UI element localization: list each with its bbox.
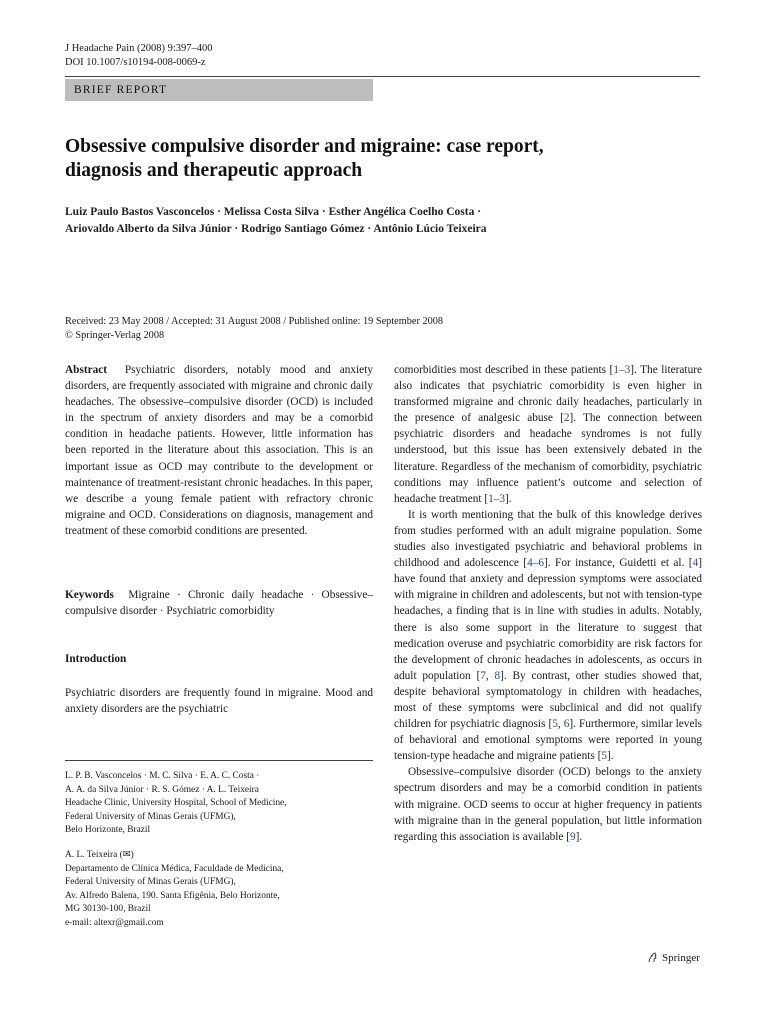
affiliation-line: Av. Alfredo Balena, 190. Santa Efigênia, Belo Horizonte, (65, 890, 280, 901)
article-type-label: BRIEF REPORT (74, 84, 168, 96)
body-paragraph (394, 362, 702, 507)
affiliation-line: Federal University of Minas Gerais (UFMG), (65, 811, 236, 822)
keywords (65, 587, 373, 619)
title-line: Obsessive compulsive disorder and migraine: case report, (65, 136, 544, 157)
text-run: ]. For instance, Guidetti et al. [ (544, 557, 693, 570)
text-run: ]. Furthermore, similar levels of behavioral and emotional symptoms were reported in young tension-type headache and migraine patients [ (394, 718, 703, 763)
affiliation-line: Headache Clinic, University Hospital, School of Medicine, (65, 798, 287, 809)
journal-line: J Headache Pain (2008) 9:397–400 (65, 43, 213, 54)
body-paragraph (394, 764, 702, 844)
text-run: ]. By contrast, other studies showed that, despite behavioral symptomatology in children with headaches, most of these symptoms were subclinical and did not qualify children for psychiatric diagnosis [ (394, 669, 702, 731)
citation-link[interactable]: 9 (570, 830, 576, 843)
article-title (65, 135, 665, 183)
citation-link[interactable]: 6 (563, 718, 570, 731)
text-run: ]. The connection between psychiatric disorders and headache syndromes is not fully understood, but this issue has been extensively debated in the literature. Regardless of the mechanism of comorbidity, psychiatric conditions may influence patient’s outcome and selection of headache treatment [ (394, 412, 703, 505)
correspondence-block (65, 849, 373, 931)
affiliation-line: L. P. B. Vasconcelos · M. C. Silva · E. A. C. Costa · (65, 771, 260, 781)
citation-link[interactable]: 5 (552, 718, 558, 731)
keywords-label: Keywords (65, 589, 114, 601)
text-run: Obsessive–compulsive disorder (OCD) belongs to the anxiety spectrum disorders and may be a comorbid condition in patients with migraine. OCD seems to occur at higher frequency in patients with migraine than in the general population, but little information regarding this association is available [ (394, 766, 702, 843)
text-run: comorbidities most described in these patients [ (394, 364, 614, 376)
citation-link[interactable]: 1–3 (488, 492, 506, 505)
email-line[interactable]: e-mail: altexr@gmail.com (65, 917, 164, 928)
citation-link[interactable]: 7 (480, 669, 486, 682)
footnote-rule (65, 760, 373, 761)
citation-link[interactable]: 2 (563, 412, 570, 425)
header-rule (65, 76, 700, 77)
body-paragraph (394, 507, 702, 765)
publication-dates (65, 315, 443, 343)
right-column (394, 362, 702, 845)
author-line: Ariovaldo Alberto da Silva Júnior · Rodrigo Santiago Gómez · Antônio Lúcio Teixeira (65, 223, 487, 235)
introduction-text: Psychiatric disorders are frequently found in migraine. Mood and anxiety disorders are the psychiatric (65, 687, 373, 716)
author-list (65, 204, 705, 238)
affiliation-block (65, 770, 373, 838)
journal-citation (65, 42, 213, 70)
text-run: ] have found that anxiety and depression symptoms were associated with migraine in children and adolescents, but not with tension-type headaches, a finding that is in line with studies in adults. Notably, there is also some support in the literature to suggest that medication overuse and psychiatric comorbidity are risk factors for the development of chronic headaches in adolescents, as occurs in adult population [ (394, 557, 702, 682)
text-run: , (485, 669, 495, 682)
affiliation-line: A. A. da Silva Júnior · R. S. Gómez · A. L. Teixeira (65, 784, 259, 795)
citation-link[interactable]: 5 (601, 750, 607, 763)
publisher-name: Springer (662, 952, 700, 964)
citation-link[interactable]: 8 (494, 669, 501, 682)
affiliation-line: MG 30130-100, Brazil (65, 904, 151, 915)
text-run: ]. The literature also indicates that psychiatric comorbidity is even higher in transformed migraine and chronic daily headaches, particularly in the presence of analgesic abuse [ (394, 364, 702, 425)
abstract (65, 362, 373, 539)
affiliation-line: A. L. Teixeira (✉) (65, 850, 134, 860)
text-run: , (557, 718, 564, 731)
text-run: It is worth mentioning that the bulk of this knowledge derives from studies performed with an adult migraine population. Some studies also investigated psychiatric and behavioral problems in childhood and adolescence [ (394, 508, 702, 570)
article-type-banner (65, 79, 373, 101)
affiliation-line: Departamento de Clínica Médica, Faculdade de Medicina, (65, 863, 284, 874)
copyright-line: © Springer-Verlag 2008 (65, 330, 165, 341)
citation-link[interactable]: 4–6 (527, 557, 545, 570)
doi-line: DOI 10.1007/s10194-008-0069-z (65, 57, 206, 68)
text-run: ]. (505, 492, 512, 505)
title-line: diagnosis and therapeutic approach (65, 160, 363, 181)
text-run: ]. (607, 750, 614, 763)
abstract-text: Psychiatric disorders, notably mood and anxiety disorders, are frequently associated with migraine and chronic daily headaches. The obsessive–compulsive disorder (OCD) is included in the spectrum of anxiety disorders and may be a comorbid condition in headache patients. However, little information has been reported in the literature about this association. This is an important issue as OCD may contribute to the development or maintenance of treatment-resistant chronic headaches. In this paper, we describe a young female patient with refractory chronic migraine and OCD. Considerations on diagnosis, management and treatment of these comorbid conditions are presented. (65, 364, 373, 537)
abstract-label: Abstract (65, 364, 108, 376)
citation-link[interactable]: 1–3 (613, 364, 631, 376)
publisher-footer (647, 952, 700, 964)
introduction-heading: Introduction (65, 653, 127, 665)
springer-horse-icon (647, 952, 659, 964)
dates-line: Received: 23 May 2008 / Accepted: 31 August 2008 / Published online: 19 September 2008 (65, 316, 444, 327)
affiliation-line: Federal University of Minas Gerais (UFMG), (65, 877, 236, 888)
affiliation-line: Belo Horizonte, Brazil (65, 825, 151, 836)
author-line: Luiz Paulo Bastos Vasconcelos · Melissa Costa Silva · Esther Angélica Coelho Costa · (65, 206, 482, 218)
keywords-text: Migraine · Chronic daily headache · Obsessive–compulsive disorder · Psychiatric comorbidity (65, 589, 373, 618)
citation-link[interactable]: 4 (692, 557, 699, 570)
text-run: ]. (575, 830, 583, 843)
